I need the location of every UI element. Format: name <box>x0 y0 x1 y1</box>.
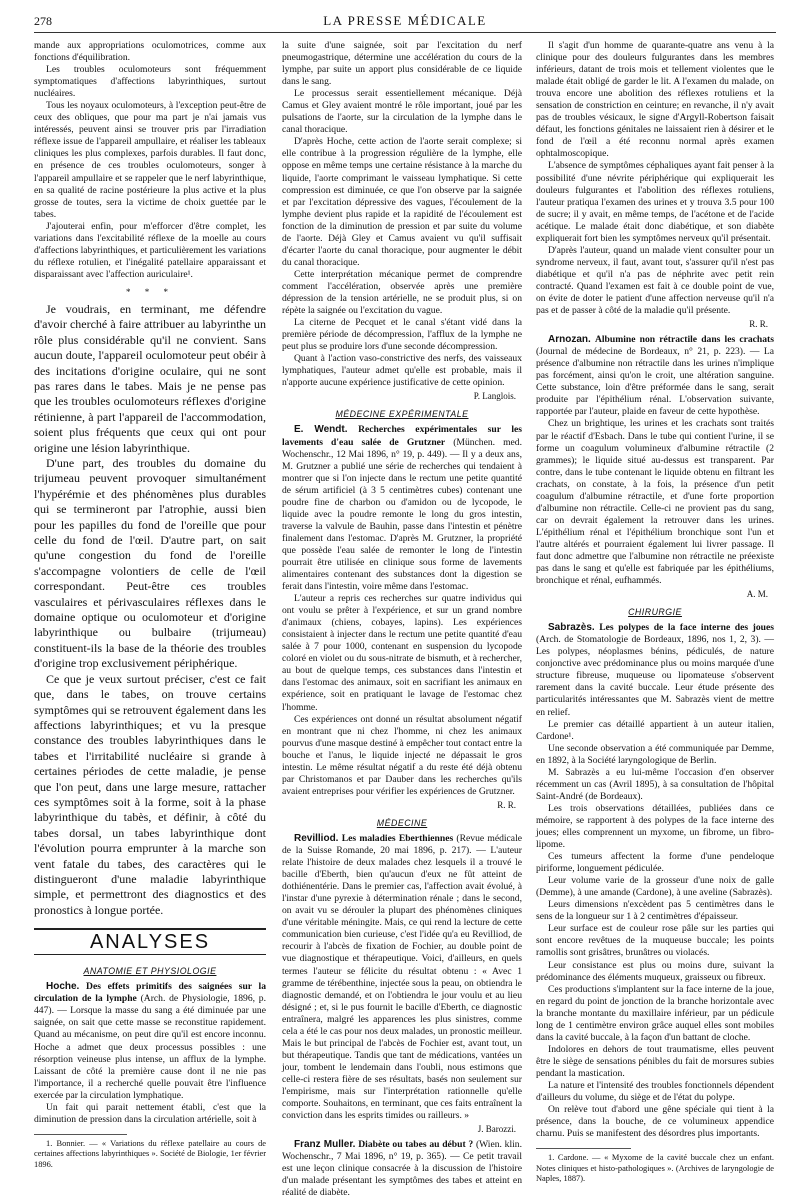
column-middle <box>282 40 522 1199</box>
article-text: (Wien. klin. Wochenschr., 7 Mai 1896, n° 19, p. 365). — Ce petit travail est une leçon clinique consacrée à la discussion de l'histoire d'un malade présentant les symptômes des tabes et atteint en réalité de diabète. <box>282 1139 522 1199</box>
paragraph: On relève tout d'abord une gêne spéciale qui tient à la présence, dans la bouche, de ce volumineux appendice charnu. Puis se manifestent des désordres plus importants. <box>536 1104 774 1140</box>
divider <box>34 954 266 955</box>
paragraph: Une seconde observation a été communiquée par Demme, en 1892, à la Société laryngologique de Berlin. <box>536 742 774 766</box>
signature: J. Barozzi. <box>477 1124 516 1135</box>
footnote: 1. Bonnier. — « Variations du réflexe patellaire au cours de certaines affections labyrinthiques ». Société de Biologie, 1er février 1896. <box>34 1138 266 1169</box>
paragraph: Ces tumeurs affectent la forme d'une pendeloque piriforme, longuement pédiculée. <box>536 851 774 875</box>
paragraph: La citerne de Pecquet et le canal s'étant vidé dans la première période de décompression, l'afflux de la lymphe ne peut plus se produire lors d'une seconde décompression. <box>282 317 522 353</box>
footnote-rule <box>536 1148 631 1149</box>
paragraph: Ces expériences ont donné un résultat absolument négatif en montrant que ni chez l'homme, ni chez les animaux pourvus d'une masque destiné à empêcher tout contact entre la bouche et l'anus, le liquide injecté ne dépassait le gros intestin. Le même résultat négatif a du reste été déjà obtenu par Christomanos et par Dauber dans les recherches qu'ils avaient entreprises pour vérifier les expériences de Grutzner. <box>282 713 522 797</box>
article-author: Sabrazès. <box>548 622 595 634</box>
article-wendt <box>282 424 522 593</box>
footnote-rule <box>34 1134 127 1135</box>
analyses-title: ANALYSES <box>89 931 211 954</box>
column-right <box>536 40 774 1184</box>
paragraph: Leur consistance est plus ou moins dure, suivant la prédominance des éléments muqueux, graisseux ou fibreux. <box>536 959 774 983</box>
article-title: Les maladies Eberthiennes <box>341 833 454 844</box>
paragraph: Je voudrais, en terminant, me défendre d'avoir cherché à faire attribuer au labyrinthe un rôle plus considérable qu'il ne convient. Sans aucun doute, l'appareil oculomoteur peut obéir à des incitations d'origine oculaire, qui ne sont pas rares dans le tabes. Mais je ne pense pas que les troubles oculomoteurs réflexes d'origine rétinienne, à part l'appareil de l'accommodation, soient plus fréquents que ceux qui ont pour origine une lésion labyrinthique. <box>34 301 266 455</box>
paragraph: La nature et l'intensité des troubles fonctionnels dépendent d'ailleurs du volume, du siège et de l'état du polype. <box>536 1079 774 1104</box>
footnote: 1. Cardone. — « Myxome de la cavité buccale chez un enfant. Notes cliniques et histo-pathologiques ». (Archives de laryngologie de Naples, 1887). <box>536 1153 774 1184</box>
paragraph: Indolores en dehors de tout traumatisme, elles peuvent être le siège de sensations pénibles du fait de morsures subies pendant la mastication. <box>536 1043 774 1079</box>
article-text: (München. med. Wochenschr., 12 Mai 1896, n° 19, p. 449). — Il y a deux ans, M. Grutzner a publié une série de recherches qui tendaient à montrer que si l'on injecte dans le rectum une petite quantité de sérum artificiel (à 3 5 centimètres cubes) contenant une poudre fine de charbon ou d'amidon ou de lycopode, le liquide avec la poudre remonte le long du gros intestin, traverse la valvule de Bauhin, passe dans l'intestin et pénètre finalement dans l'estomac. D'après M. Grutzner, la propriété que possède l'eau salée de remonter le long de l'intestin pourrait être utilisée en clinique sous forme de lavements alimentaires contenant des substances dont la digestion se ferait dans l'intestin, voire même dans l'estomac. <box>282 436 522 593</box>
paragraph: Cette interprétation mécanique permet de comprendre comment l'accélération, observée après une première dépression de la tension artérielle, ne se produit plus, si on répète la saignée ou l'excitation du vague. <box>282 268 522 317</box>
paragraph: M. Sabrazès a eu lui-même l'occasion d'en observer récemment un cas (Avril 1895), à sa consultation de l'hôpital Saint-André (de Bordeaux). <box>536 766 774 802</box>
article-sabrazes <box>536 622 774 718</box>
paragraph: la suite d'une saignée, soit par l'excitation du nerf pneumogastrique, détermine une accélération du cours de la lymphe, par suite un apport plus considérable de ce liquide dans le sang. <box>282 40 522 88</box>
paragraph: mande aux appropriations oculomotrices, comme aux fonctions d'équilibration. <box>34 40 266 64</box>
article-author: Hoche. <box>46 981 80 993</box>
conclusion-text <box>34 302 266 918</box>
paragraph: Leur surface est de couleur rose pâle sur les parties qui sont encore revêtues de la muqueuse buccale; les points ramollis sont grisâtres, brunâtres ou violacés. <box>536 923 774 959</box>
paragraph: D'après Hoche, cette action de l'aorte serait complexe; si elle contribue à la progression régulière de la lymphe, elle oppose en même temps une certaine résistance à la marche du liquide, l'aorte comprimant le vaisseau lymphatique. Si cette compression est diminuée, ce que l'on observe par la saignée et par l'excitation dépressive des vagues, l'écoulement de la lymphe devient plus rapide et la rapidité de l'écoulement est fonction de la diminution de pression et par suite du volume de l'aorte. Déjà Gley et Camus avaient vu qu'il suffisait d'écarter l'aorte du canal thoracique, pour augmenter le débit du canal thoracique. <box>282 136 522 268</box>
signature: R. R. <box>497 799 516 810</box>
article-arnozan <box>536 334 774 418</box>
article-author: E. Wendt. <box>294 424 348 436</box>
subsection-heading: CHIRURGIE <box>628 607 682 618</box>
article-author: Franz Muller. <box>294 1139 356 1151</box>
paragraph: Le processus serait essentiellement mécanique. Déjà Camus et Gley avaient montré le rôle important, joué par les pulsations de l'aorte, sur la circulation de la lymphe dans le canal thoracique. <box>282 88 522 136</box>
column-left <box>34 40 266 1169</box>
paragraph: Les trois observations détaillées, publiées dans ce mémoire, se rapportent à des polypes de la face interne des joues; elles comprennent un myxome, un fibrome, un fibro-lipome. <box>536 802 774 851</box>
article-title: Les polypes de la face interne des joues <box>599 622 774 634</box>
paragraph: Leur volume varie de la grosseur d'une noix de galle (Demme), à une amande (Cardone), à une aveline (Sabrazès). <box>536 875 774 899</box>
article-text: (Revue médicale de la Suisse Romande, 20 mai 1896, p. 217). — L'auteur relate l'histoire de deux malades chez lesquels il a trouvé le bacille d'Eberth, bien qu'aucun d'eux ne fût atteint de dothiénentérie. Dans le premier cas, l'affection avait évolué, à l'instar d'une pyrexie à détermination rénale ; dans le second, on avait vu se dérouler la plupart des phénomènes cliniques d'une véritable méningite. Mais, ce qui rend la lecture de cette communication bien curieuse, c'est l'idée qu'a eu Revilliod, de recourir à l'abcès de fixation de Fochier, au double point de vue diagnostique et thérapeutique. Voici, d'ailleurs, en quels termes l'auteur se félicite du résultat obtenu : « Avec 1 gramme de térébenthine, injectée sous la peau, on obtiendra le diagnostic demandé, et on l'obtiendra le jour voulu et au lieu désigné ; et, si le pus fournit le bacille d'Eberth, ce diagnostic entraînera, malgré les apparences les plus sinistres, comme cela a été le cas pour nos deux malades, un pronostic meilleur. Mais le but principal de l'abcès de Fochier est, avant tout, un but thérapeutique. Tandis que tant de médications, vantées un jour, tombent le lendemain dans l'oubli, nous estimons que celle-ci restera fière de ses résultats, basés non seulement sur l'empirisme, mais sur l'interprétation rationnelle qu'elle comporte. Souhaitons, en terminant, que ces faits entraînent la conviction dans les esprits timides ou railleurs. » <box>282 833 522 1122</box>
article-hoche <box>34 981 266 1101</box>
signature: A. M. <box>746 589 768 600</box>
paragraph: L'absence de symptômes céphaliques ayant fait penser à la possibilité d'une névrite périphérique qui expliquerait les douleurs fulgurantes et l'abolition des réflexes rotuliens, l'auteur pratiqua l'examen des urines et y trouva 3.5 pour 100 de sucre; il y avait, en même temps, de l'acétone et de l'acide acétique. Le malade était donc diabétique, et son diabète expliquerait fort bien les symptômes nerveux qu'il présentait. <box>536 160 774 244</box>
article-text: (Journal de médecine de Bordeaux, n° 21, p. 223). — La présence d'albumine non rétractile dans les urines n'implique pas forcément, ainsi qu'on le croit, une altération sanguine. Cette substance, loin d'être préformée dans le sang, serait produite par l'épithélium rénal. L'observation suivante, rapportée par l'auteur, plaide en faveur de cette hypothèse. <box>536 346 774 418</box>
paragraph: D'après l'auteur, quand un malade vient consulter pour un syndrome nerveux, il faut, avant tout, s'assurer qu'il n'est pas diabétique et qu'il n'a pas de néphrite avec petit rein contracté. Quand l'examen est fait à ce double point de vue, on évite de doter le patient d'une affection nerveuse qu'il n'a pas et de passer à côté de la maladie qu'il présente. <box>536 244 774 317</box>
paragraph: D'une part, des troubles du domaine du trijumeau peuvent provoquer simultanément l'hypérémie et des phénomènes plus durables qui se termineront par l'atrophie, aussi bien pour les papilles du fond de l'oreille que pour celle du fond de l'œil. D'autre part, on sait qu'une congestion du fond de l'oreille s'accompagne volontiers de celle de l'œil correspondant. Peut-être ces troubles vasculaires et périvasculaires réflexes dans le domaine optique ou oculomoteur et d'origine labyrinthique ou bulbaire (trijumeau) constituent-ils la base de la théorie des troubles d'origine trop exclusivement périphérique. <box>34 456 266 671</box>
subsection-heading: ANATOMIE ET PHYSIOLOGIE <box>83 966 217 977</box>
article-author: Revilliod. <box>294 833 339 844</box>
section-stars: * * * <box>126 286 174 297</box>
article-text: (Arch. de Physiologie, 1896, p. 447). — Lorsque la masse du sang a été diminuée par une saignée, on sait que cette masse se reconstitue rapidement. Quand au mécanisme, on peut dire qu'il est encore inconnu. Hoche a admet que deux processus possibles : une résorption veineuse plus intense, un afflux de la lymphe. Laissant de côté la première cause dont il ne nie pas l'importance, il a recherché quelle pouvait être l'influence exercée par la circulation lymphatique. <box>34 993 266 1101</box>
subsection-heading: MÉDECINE EXPÉRIMENTALE <box>335 409 469 420</box>
paragraph: Il s'agit d'un homme de quarante-quatre ans venu à la clinique pour des douleurs fulgurantes dans les membres inférieurs, datant de trois mois et tellement violentes que le malade était obligé de garder le lit. A l'examen du malade, on trouva encore une abolition des réflexes rotuliens et la sensation de constriction en ceinture; en revanche, il n'y avait pas de troubles vésicaux, le signe d'Argyll-Robertson faisait défaut, les fonctions génitales ne laissaient rien à désirer et le fond de l'œil a été reconnu normal après examen ophtalmoscopique. <box>536 40 774 160</box>
article-title: Recherches expérimentales sur les lavements d'eau salée de Grutzner <box>282 424 522 448</box>
paragraph: Chez un brightique, les urines et les crachats sont traités par le réactif d'Esbach. Dans le tube qui contient l'urine, il se forme un coagulum volumineux d'albumine rétractile (2 grammes); le liquide situé au-dessus est transparent. Par contre, dans le tube contenant le liquide obtenu en filtrant les crachats, on constate, à la fois, la présence d'un petit coagulum d'albumine rétractile, et d'une forte proportion d'albumine non rétractile. Celle-ci ne provient pas du sang, car on devrait également la retrouver dans les urines. L'épithélium rénal et l'épithélium bronchique sont l'un et l'autre altérés et pourraient également lui livrer passage. Il faut donc admettre que l'albumine non rétractile ne préexiste pas dans le sang et qu'elle est fabriquée par les épithéliums, bronchique et rénal, eufhammés. <box>536 418 774 587</box>
subsection-heading: MÉDECINE <box>376 817 428 828</box>
page-number: 278 <box>34 14 52 28</box>
article-title: Albumine non rétractile dans les crachats <box>594 334 774 346</box>
paragraph: Tous les noyaux oculomoteurs, à l'exception peut-être de ceux des obliques, que pour ma part je n'ai jamais vus intéressés, peuvent ainsi se trouver pris par l'irradiation réflexe issue de l'appareil ampullaire, et réaliser les tableaux cliniques les plus complexes, parfois durables. Il faut donc, en présence de ces troubles oculomoteurs, songer à l'appareil ampullaire et se rappeler que le nerf labyrinthique, en sa qualité de racine postérieure la plus active et la plus grosse de toutes, sera la victime de choix guettée par le tabes. <box>34 100 266 220</box>
paragraph: L'auteur a repris ces recherches sur quatre individus qui ont voulu se prêter à l'expérience, et sur un grand nombre d'animaux (chiens, cobayes, lapins). Les expériences consistaient à injecter dans le rectum une petite quantité d'eau salée à 7 pour 1000, contenant en suspension du lycopode coloré en violet ou du sous-nitrate de bismuth, et à rechercher, au bout de quelque temps, ces substances dans l'intestin et dans l'estomac des animaux, soit en sacrifiant les animaux en expérience, soit en pratiquant le lavage de l'estomac chez l'homme. <box>282 593 522 713</box>
paragraph: Leurs dimensions n'excèdent pas 5 centimètres dans le sens de la longueur sur 1 à 2 centimètres d'épaisseur. <box>536 899 774 923</box>
divider <box>34 928 266 930</box>
article-author: Arnozan. <box>548 334 591 346</box>
article-text: (Arch. de Stomatologie de Bordeaux, 1896, nos 1, 2, 3). — Les polypes, néoplasmes bénins, pédiculés, de nature conjonctive avec prédominance plus ou moins marquée d'une structure fibreuse, muqueuse ou lipomateuse s'observent rarement dans la cavité buccale. Leur étude présente des particularités intéressantes que M. Sabrazès vient de mettre en relief. <box>536 634 774 718</box>
paragraph: Le premier cas détaillé appartient à un auteur italien, Cardone¹. <box>536 718 774 742</box>
article-title: Diabète ou tabes au début ? <box>358 1139 474 1151</box>
article-revilliod <box>282 833 522 1122</box>
signature: R. R. <box>749 319 768 330</box>
paragraph: Quant à l'action vaso-constrictive des nerfs, des vaisseaux lymphatiques, l'auteur admet qu'elle est probable, mais il n'apporte aucune expérience justificative de cette opinion. <box>282 353 522 389</box>
page-header <box>34 10 776 33</box>
paragraph: J'ajouterai enfin, pour m'efforcer d'être complet, les variations dans l'excitabilité réflexe de la moelle au cours d'affections labyrinthiques, et particulièrement les variations du réflexe rotulien, et l'inégalité patellaire apparaissant et disparaissant avec l'affection auriculaire¹. <box>34 220 266 280</box>
running-title: LA PRESSE MÉDICALE <box>323 13 487 28</box>
article-title: Des effets primitifs des saignées sur la circulation de la lymphe <box>34 981 266 1005</box>
paragraph: Les troubles oculomoteurs sont fréquemment symptomatiques d'affections labyrinthiques, surtout nucléaires. <box>34 64 266 100</box>
paragraph: Un fait qui parait nettement établi, c'est que la diminution de pression dans la circulation artérielle, soit à <box>34 1101 266 1125</box>
paragraph: Ces productions s'implantent sur la face interne de la joue, en regard du point de jonction de la branche horizontale avec la branche montante du maxillaire inférieur, par un pédicule long de 1 centimètre environ grâce auquel elles sont mobiles dans la cavité buccale, à la façon d'un battant de cloche. <box>536 983 774 1043</box>
article-muller <box>282 1139 522 1199</box>
paragraph: Ce que je veux surtout préciser, c'est ce fait que, dans le tabes, on trouve certains symptômes qui se retrouvent également dans les affections labyrinthiques; et vu la presque constance des troubles labyrinthiques dans le tabes et l'irritabilité nucléaire si grande à certaines périodes de cette maladie, je pense que l'on peut, dans une large mesure, rattacher ces symptômes soit à la forme, soit à la phase labyrinthique du tabès, et définir, à côté du tabes dorsal, un tabes labyrinthique dont l'évolution pourra emprunter à la marche son vent fatale du tabes, des caractères qui le distingueront d'une maladie labyrinthique simple, et permettront des diagnostics et des pronostics à longue portée. <box>34 671 266 917</box>
signature: P. Langlois. <box>473 391 516 402</box>
